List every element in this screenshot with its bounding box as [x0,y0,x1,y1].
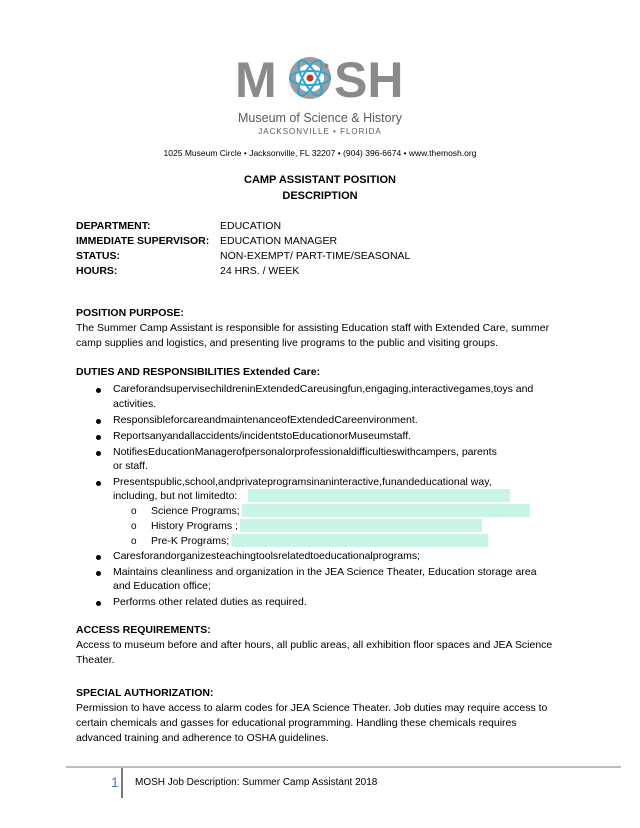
bullet-icon [96,419,101,424]
department-value: EDUCATION [220,220,282,232]
bullet-icon [96,451,101,456]
supervisor-value: EDUCATION MANAGER [220,235,338,247]
highlight-block [232,534,488,547]
special-text-line1: Permission to have access to alarm codes for JEA Science Theater. Job duties may require access to [76,702,548,714]
bullet-icon [96,481,101,486]
bullet-icon [96,601,101,606]
status-label: STATUS: [76,250,120,262]
special-text-line2: certain chemicals and gasses for educational programming. Handling these chemicals requires [76,717,517,729]
logo-letters-sh: SH [334,55,404,108]
logo-subtitle: Museum of Science & History [238,111,402,125]
duty-1-line2: activities. [113,398,157,410]
sub-bullet-icon: o [131,521,137,532]
duty-4-line2: or staff. [113,460,148,472]
doc-title-line1: CAMP ASSISTANT POSITION [244,174,396,186]
bullet-icon [96,571,101,576]
doc-title-line2: DESCRIPTION [282,190,358,202]
bullet-icon [96,555,101,560]
duty-7-line1: Maintains cleanliness and organization in the JEA Science Theater, Education storage area [113,566,537,578]
hours-label: HOURS: [76,265,118,277]
logo-location: JACKSONVILLE • FLORIDA [258,127,382,136]
logo-letter-m: M [235,55,277,108]
duty-3: Reportsanyandallaccidents/incidentstoEducationorMuseumstaff. [113,430,412,442]
purpose-text-line1: The Summer Camp Assistant is responsible for assisting Education staff with Extended Care, summer [76,322,550,334]
access-heading: ACCESS REQUIREMENTS: [76,624,211,636]
hours-value: 24 HRS. / WEEK [220,265,300,277]
mosh-logo [235,55,410,117]
status-value: NON-EXEMPT/ PART-TIME/SEASONAL [220,250,411,262]
duty-5-line1: Presentspublic,school,andprivateprogramsinaninteractive,funandeducational way, [113,476,492,488]
duty-8: Performs other related duties as required. [113,596,307,608]
special-heading: SPECIAL AUTHORIZATION: [76,687,214,699]
footer-vertical-divider [121,768,123,798]
duties-heading: DUTIES AND RESPONSIBILITIES Extended Care: [76,366,321,378]
duty-6: Caresforandorganizesteachingtoolsrelatedtoeducationalprograms; [113,550,421,562]
sub-bullet-icon: o [131,536,137,547]
duty-1-line1: CareforandsupervisechildreninExtendedCareusingfun,engaging,interactivegames,toys and [113,383,534,395]
footer-divider [66,766,621,768]
duty-5-line2: including, but not limitedto: [113,490,238,502]
purpose-heading: POSITION PURPOSE: [76,307,184,319]
department-label: DEPARTMENT: [76,220,151,232]
highlight-block [242,504,530,517]
access-text-line2: Theater. [76,654,115,666]
bullet-icon [96,435,101,440]
duty-4-line1: NotifiesEducationManagerofpersonalorprofessionaldifficultieswithcampers, parents [113,446,497,458]
sub-item-history: History Programs ; [151,520,238,532]
atom-icon [289,57,331,99]
duty-2: ResponsibleforcareandmaintenanceofExtendedCareenvironment. [113,414,418,426]
highlight-block [248,489,510,502]
footer-text: MOSH Job Description: Summer Camp Assistant 2018 [135,777,378,788]
highlight-block [240,519,482,532]
duty-7-line2: and Education office; [113,580,211,592]
address-line: 1025 Museum Circle • Jacksonville, FL 32207 • (904) 396-6674 • www.themosh.org [163,148,477,158]
special-text-line3: advanced training and adherence to OSHA guidelines. [76,732,329,744]
access-text-line1: Access to museum before and after hours, all public areas, all exhibition floor spaces and JEA Science [76,639,553,651]
sub-item-science: Science Programs; [151,505,240,517]
supervisor-label: IMMEDIATE SUPERVISOR: [76,235,210,247]
sub-bullet-icon: o [131,506,137,517]
sub-item-prek: Pre-K Programs; [151,535,230,547]
bullet-icon [96,388,101,393]
purpose-text-line2: camp supplies and logistics, and presenting live programs to the public and visiting groups. [76,337,498,349]
page-number: 1 [111,774,119,790]
